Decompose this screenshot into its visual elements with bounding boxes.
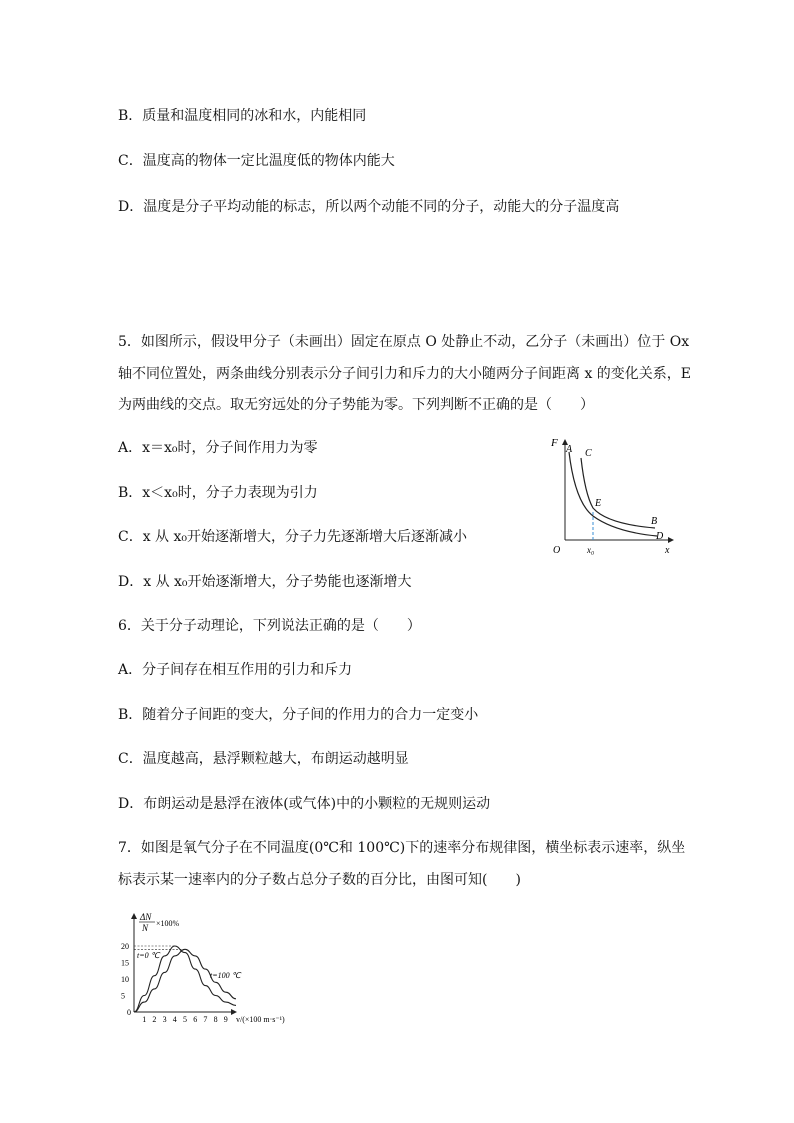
q5-curve-c-b <box>581 458 658 528</box>
q5-stem-line-1: 5．如图所示，假设甲分子（未画出）固定在原点 O 处静止不动，乙分子（未画出）位于 Ox <box>118 334 690 350</box>
q5-label-a: A <box>566 444 573 455</box>
q7-y-tick-label: 15 <box>121 958 129 968</box>
q5-force-figure <box>545 432 685 562</box>
q6-option-d: D．布朗运动是悬浮在液体(或气体)中的小颗粒的无规则运动 <box>118 796 491 812</box>
q7-x-tick-label: 9 <box>223 1015 228 1024</box>
q5-label-e: E <box>595 498 602 509</box>
q5-option-a: A．x＝x₀时，分子间作用力为零 <box>118 440 318 456</box>
q5-label-f: F <box>551 437 558 449</box>
q7-xlabel: v/(×100 m·s⁻¹) <box>236 1015 285 1024</box>
q7-series-100c-label: t=100 ℃ <box>210 971 241 980</box>
q7-y-tick-label: 20 <box>121 942 129 951</box>
q6-option-c: C．温度越高，悬浮颗粒越大，布朗运动越明显 <box>118 751 409 767</box>
q6-option-b: B．随着分子间距的变大，分子间的作用力的合力一定变小 <box>118 707 479 723</box>
q7-x-tick-label: 1 <box>142 1015 147 1024</box>
q5-label-x: x <box>665 545 670 556</box>
q5-option-d: D．x 从 x₀开始逐渐增大，分子势能也逐渐增大 <box>118 574 412 590</box>
q7-x-tick-label: 2 <box>152 1015 157 1024</box>
q7-y-tick-label: 10 <box>121 975 129 984</box>
q4-option-b: B．质量和温度相同的冰和水，内能相同 <box>118 108 367 124</box>
q5-option-c: C．x 从 x₀开始逐渐增大，分子力先逐渐增大后逐渐减小 <box>118 529 468 545</box>
q5-option-b: B．x＜x₀时，分子力表现为引力 <box>118 485 318 501</box>
q5-stem-line-2: 轴不同位置处，两条曲线分别表示分子间引力和斥力的大小随两分子间距离 x 的变化关系，E <box>118 366 692 382</box>
q5-label-origin: O <box>553 545 561 556</box>
q7-y-tick-label: 5 <box>121 991 125 1001</box>
q5-stem-line-3: 为两曲线的交点。取无穷远处的分子势能为零。下列判断不正确的是（ ） <box>118 397 594 413</box>
q7-speed-distribution-chart <box>118 908 298 1028</box>
q7-stem-line-2: 标表示某一速率内的分子数占总分子数的百分比，由图可知( ) <box>118 872 521 888</box>
q5-label-c: C <box>585 448 592 459</box>
q7-x-tick-label: 5 <box>183 1015 187 1024</box>
q5-label-d: D <box>656 531 664 542</box>
q7-x-tick-label: 4 <box>172 1015 177 1024</box>
q7-ylabel-suffix: ×100% <box>156 919 180 928</box>
q7-stem-line-1: 7．如图是氧气分子在不同温度(0℃和 100℃)下的速率分布规律图，横坐标表示速率，纵坐 <box>118 840 686 856</box>
q7-ylabel-top: ΔN <box>140 912 152 922</box>
q5-label-x0: x₀ <box>587 545 595 555</box>
q7-series-0c-label: t=0 ℃ <box>137 951 160 960</box>
q6-option-a: A．分子间存在相互作用的引力和斥力 <box>118 662 353 678</box>
q4-option-c: C．温度高的物体一定比温度低的物体内能大 <box>118 153 395 169</box>
q7-y-tick-label: 0 <box>127 1008 131 1017</box>
q7-x-tick-label: 3 <box>162 1015 167 1024</box>
q5-label-b: B <box>651 516 658 527</box>
q6-stem: 6．关于分子动理论，下列说法正确的是（ ） <box>118 618 421 634</box>
q4-option-d: D．温度是分子平均动能的标志，所以两个动能不同的分子，动能大的分子温度高 <box>118 199 620 215</box>
q7-x-tick-label: 7 <box>203 1015 208 1024</box>
q7-x-tick-label: 8 <box>213 1015 218 1024</box>
q7-ylabel-bottom: N <box>142 923 149 933</box>
q7-x-tick-label: 6 <box>193 1015 198 1024</box>
